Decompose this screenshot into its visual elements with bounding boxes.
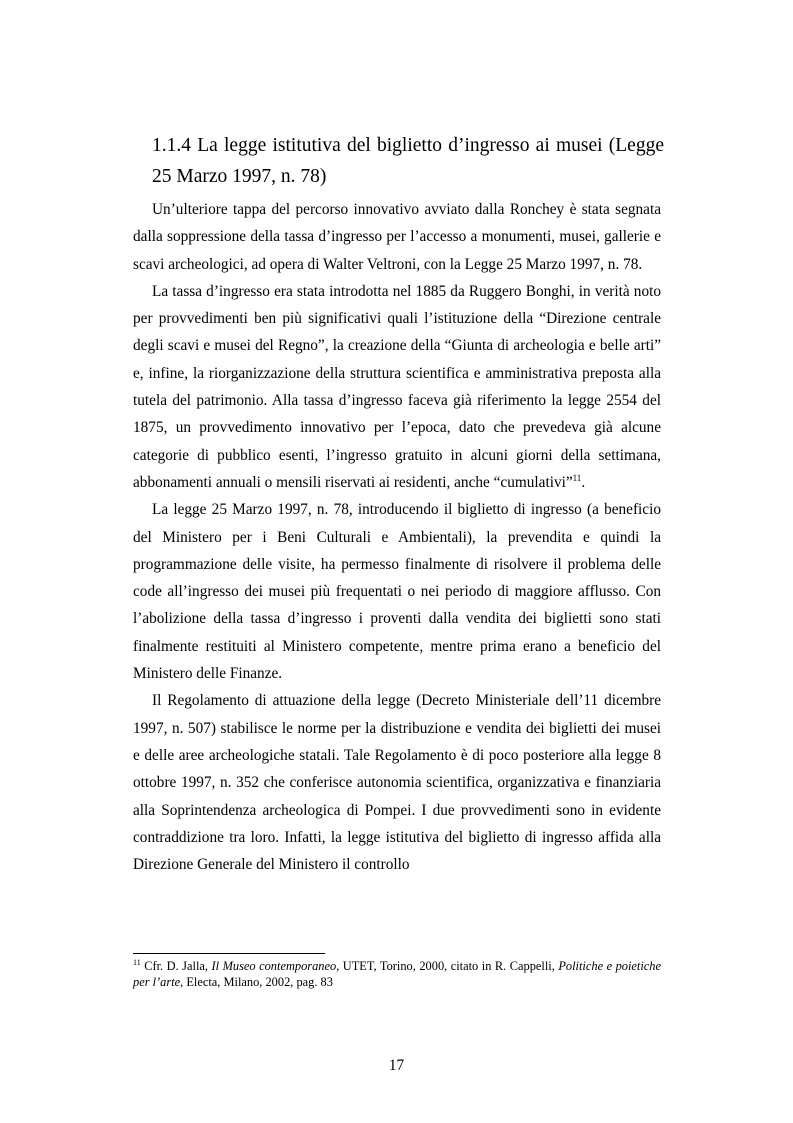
paragraph-1 bbox=[133, 196, 661, 278]
footnote-part-3: , Electa, Milano, 2002, pag. 83 bbox=[180, 975, 333, 989]
page-number: 17 bbox=[388, 1057, 405, 1074]
footnote-title-2: Politiche e poietiche per l’arte bbox=[133, 959, 661, 989]
paragraph-2 bbox=[133, 278, 661, 496]
footnote-number: 11 bbox=[133, 957, 141, 967]
paragraph-3 bbox=[133, 496, 661, 687]
paragraph-4 bbox=[133, 687, 661, 878]
paragraph-3-text: La legge 25 Marzo 1997, n. 78, introducendo il biglietto di ingresso (a beneficio del Ministero per i Beni Culturali e Ambientali), la prevendita e quindi la programmazione delle visite, ha permesso finalmente di risolvere il problema delle code all’ingresso dei musei più frequentati o nei periodo di maggiore afflusso. Con l’abolizione della tassa d’ingresso i proventi dalla vendita dei biglietti sono stati finalmente restituiti al Ministero competente, mentre prima erano a beneficio del Ministero delle Finanze. bbox=[133, 501, 661, 683]
footnote-title-1: Il Museo contemporaneo bbox=[211, 959, 337, 973]
footnote-part-1: Cfr. D. Jalla, bbox=[140, 959, 212, 973]
footnote-separator bbox=[133, 953, 325, 954]
paragraph-2-text: La tassa d’ingresso era stata introdotta nel 1885 da Ruggero Bonghi, in verità noto per provvedimenti ben più significativi quali l’istituzione della “Direzione centrale degli scavi e musei del Regno”, la creazione della “Giunta di archeologia e belle arti” e, infine, la riorganizzazione della struttura scientifica e amministrativa preposta alla tutela del patrimonio. Alla tassa d’ingresso faceva già riferimento la legge 2554 del 1875, un provvedimento innovativo per l’epoca, dato che prevedeva già alcune categorie di pubblico esenti, l’ingresso gratuito in alcuni giorni della settimana, abbonamenti annuali o mensili riservati ai residenti, anche “cumulativi” bbox=[133, 282, 661, 491]
footnote-part-2: , UTET, Torino, 2000, citato in R. Cappelli, bbox=[336, 959, 559, 973]
section-heading: 1.1.4 La legge istitutiva del biglietto d’ingresso ai musei (Legge 25 Marzo 1997, n. 78) bbox=[152, 135, 664, 187]
body-text bbox=[133, 196, 661, 878]
paragraph-4-text: Il Regolamento di attuazione della legge (Decreto Ministeriale dell’11 dicembre 1997, n. 507) stabilisce le norme per la distribuzione e vendita dei biglietti dei musei e delle aree archeologiche statali. Tale Regolamento è di poco posteriore alla legge 8 ottobre 1997, n. 352 che conferisce autonomia scientifica, organizzativa e finanziaria alla Soprintendenza archeologica di Pompei. I due provvedimenti sono in evidente contraddizione tra loro. Infatti, la legge istitutiva del biglietto di ingresso affida alla Direzione Generale del Ministero il controllo bbox=[133, 692, 661, 874]
paragraph-2-end: . bbox=[581, 473, 586, 491]
footnote-reference: 11 bbox=[572, 472, 582, 483]
footnote bbox=[133, 958, 661, 990]
paragraph-1-text: Un’ulteriore tappa del percorso innovativo avviato dalla Ronchey è stata segnata dalla soppressione della tassa d’ingresso per l’accesso a monumenti, musei, gallerie e scavi archeologici, ad opera di Walter Veltroni, con la Legge 25 Marzo 1997, n. 78. bbox=[133, 201, 661, 273]
